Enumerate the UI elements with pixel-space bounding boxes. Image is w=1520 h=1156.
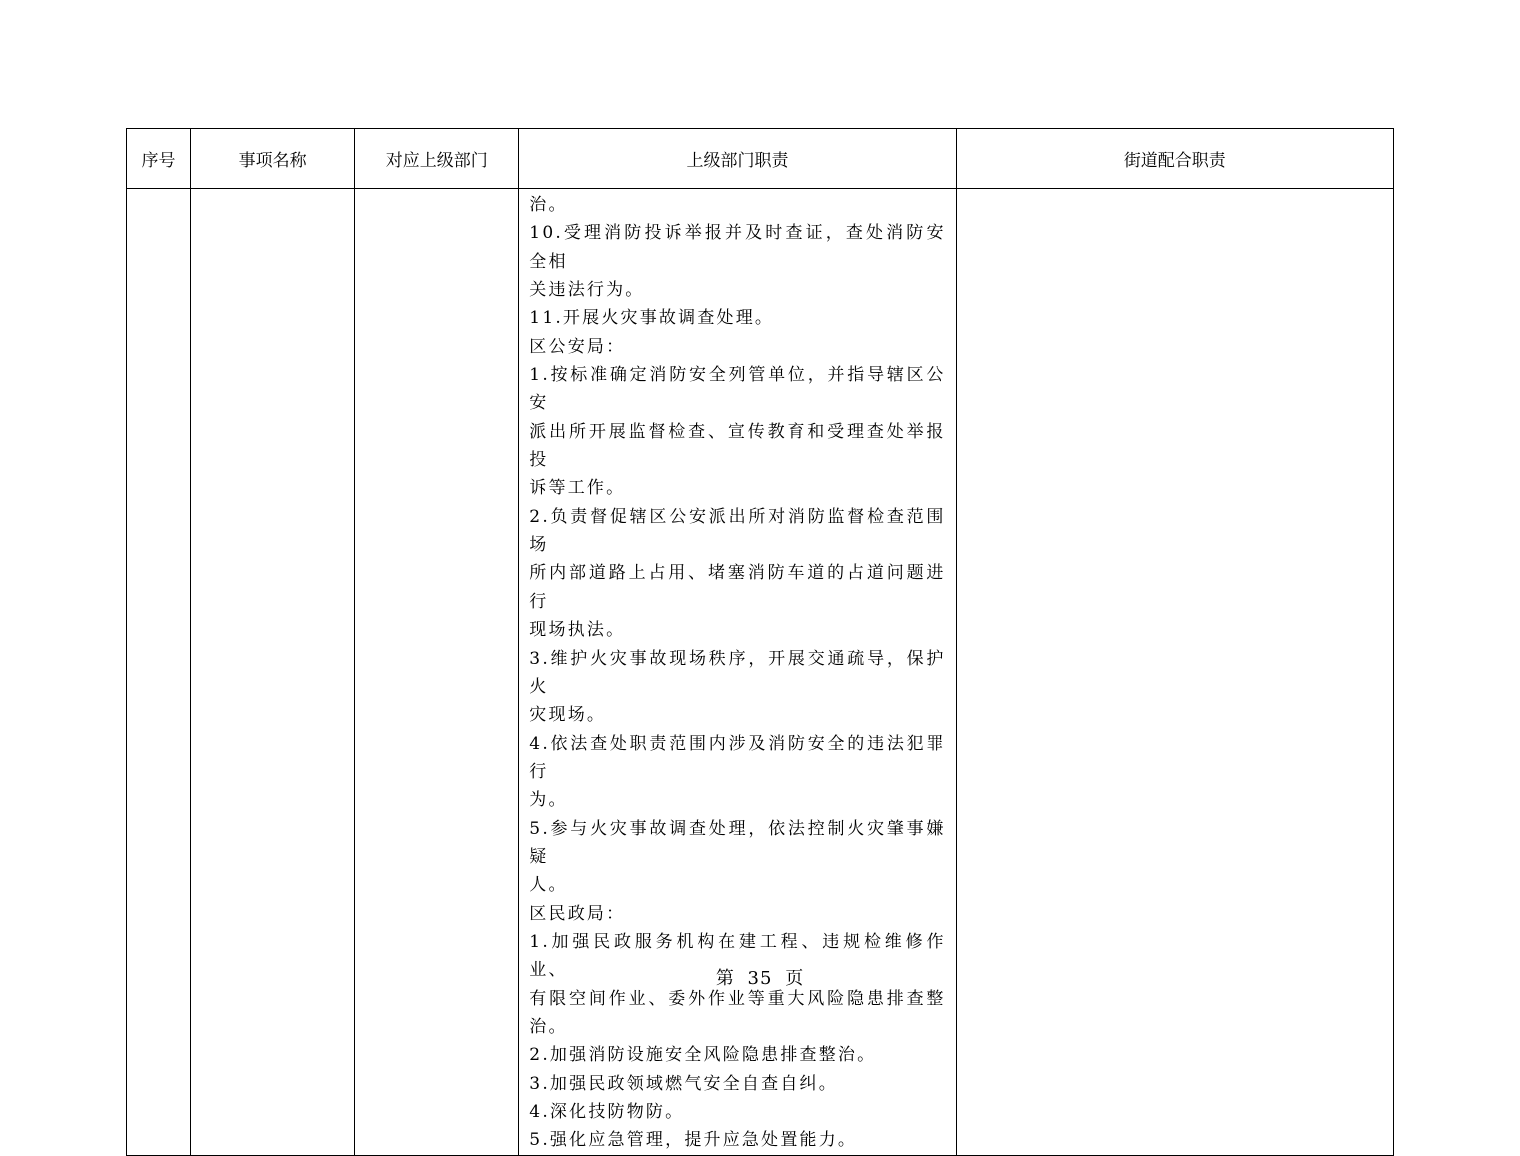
cell-street-duty [956, 189, 1393, 1156]
duty-line: 1.加强民政服务机构在建工程、违规检维修作业、 [529, 931, 946, 981]
page-number [0, 964, 1520, 990]
duty-line: 治。 [529, 195, 568, 215]
page-number-value: 35 [747, 968, 773, 989]
duty-line: 10.受理消防投诉举报并及时查证，查处消防安全相 [529, 223, 946, 272]
cell-index [127, 189, 191, 1156]
header-item-name: 事项名称 [191, 129, 355, 189]
header-street-duty: 街道配合职责 [956, 129, 1393, 189]
duty-line: 2.负责督促辖区公安派出所对消防监督检查范围场 [529, 506, 946, 556]
duty-line: 1.按标准确定消防安全列管单位，并指导辖区公安 [529, 365, 946, 414]
duty-line: 有限空间作业、委外作业等重大风险隐患排查整治。 [529, 988, 946, 1037]
header-superior-duty: 上级部门职责 [519, 129, 956, 189]
responsibility-table [126, 128, 1394, 1156]
duty-line: 5.强化应急管理，提升应急处置能力。 [529, 1130, 858, 1151]
header-superior-dept: 对应上级部门 [355, 129, 519, 189]
duty-line: 派出所开展监督检查、宣传教育和受理查处举报投 [529, 421, 946, 471]
duty-line: 3.维护火灾事故现场秩序，开展交通疏导，保护火 [529, 648, 946, 697]
cell-superior-dept [355, 189, 519, 1156]
header-index: 序号 [127, 129, 191, 189]
duty-line: 诉等工作。 [529, 478, 626, 499]
duty-line: 5.参与火灾事故调查处理，依法控制火灾肇事嫌疑 [529, 818, 946, 867]
duty-line: 现场执法。 [529, 620, 626, 641]
superior-duty-text [519, 189, 955, 1155]
duty-line: 4.依法查处职责范围内涉及消防安全的违法犯罪行 [529, 733, 946, 782]
page-number-suffix: 页 [785, 968, 805, 989]
duty-line: 4.深化技防物防。 [529, 1102, 685, 1122]
duty-line: 区公安局： [529, 336, 626, 357]
page-number-prefix: 第 [715, 968, 735, 989]
duty-line: 灾现场。 [529, 705, 607, 726]
table-row [127, 189, 1394, 1156]
table-header-row [127, 129, 1394, 189]
duty-line: 关违法行为。 [529, 280, 645, 301]
duty-line: 2.加强消防设施安全风险隐患排查整治。 [529, 1045, 877, 1066]
duty-line: 人。 [529, 875, 568, 896]
duty-line: 为。 [529, 790, 568, 811]
duty-line: 3.加强民政领域燃气安全自查自纠。 [529, 1073, 838, 1094]
duty-line: 区民政局： [529, 903, 626, 924]
cell-item-name [191, 189, 355, 1156]
duty-line: 11.开展火灾事故调查处理。 [529, 308, 775, 329]
cell-superior-duty [519, 189, 956, 1156]
duty-line: 所内部道路上占用、堵塞消防车道的占道问题进行 [529, 563, 946, 612]
